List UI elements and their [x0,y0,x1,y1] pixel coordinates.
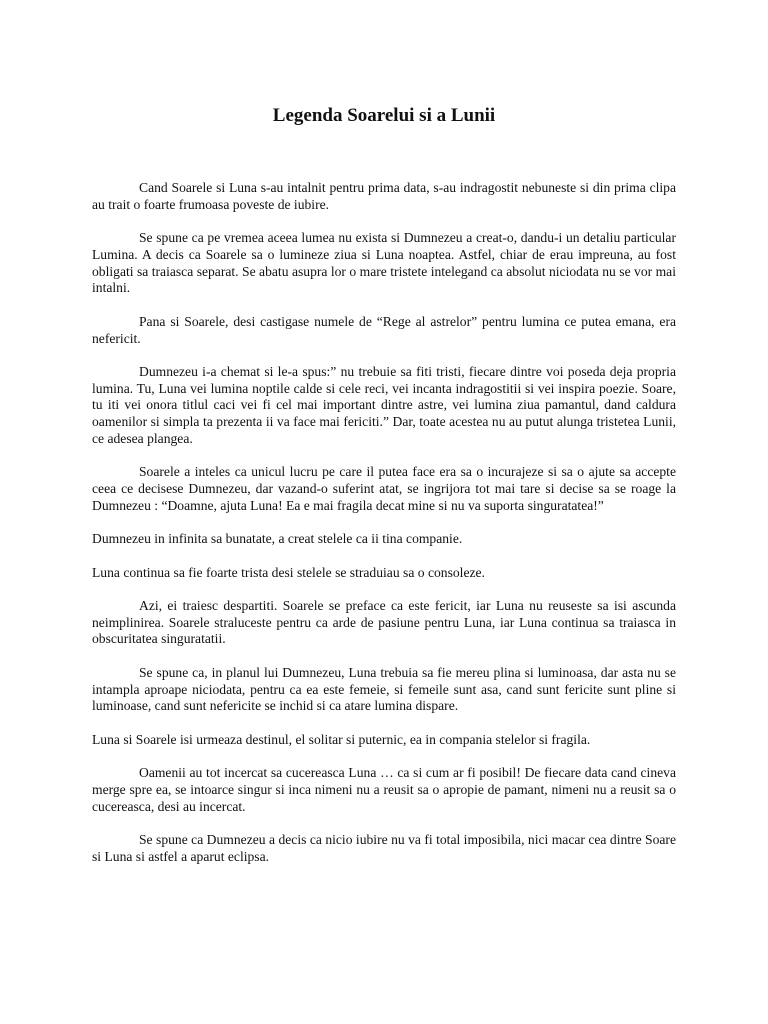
paragraph: Soarele a inteles ca unicul lucru pe care il putea face era sa o incurajeze si sa o ajute sa accepte ceea ce decisese Dumnezeu, dar vazand-o suferint atat, se ingrijora tot mai tare si decise sa se roage la Dumnezeu : “Doamne, ajuta Luna! Ea e mai fragila decat mine si nu va suporta singuratatea!” [92,464,676,513]
paragraph: Luna si Soarele isi urmeaza destinul, el solitar si puternic, ea in compania stelelor si fragila. [92,731,591,747]
paragraph: Se spune ca Dumnezeu a decis ca nicio iubire nu va fi total imposibila, nici macar cea dintre Soare si Luna si astfel a aparut eclipsa. [92,831,676,864]
paragraph: Cand Soarele si Luna s-au intalnit pentru prima data, s-au indragostit nebuneste si din prima clipa au trait o foarte frumoasa poveste de iubire. [92,180,676,212]
document-body [92,180,676,882]
paragraph: Se spune ca, in planul lui Dumnezeu, Luna trebuia sa fie mereu plina si luminoasa, dar asta nu se intampla aproape niciodata, pentru ca ea este femeie, si femeile sunt asa, cand sunt fericite sunt pline si luminoase, cand sunt nefericite se inchid si ca atare lumina dispare. [92,664,676,714]
paragraph: Azi, ei traiesc despartiti. Soarele se preface ca este fericit, iar Luna nu reuseste sa isi ascunda neimplinirea. Soarele straluceste pentru ca arde de pasiune pentru Luna, iar Luna continua sa traiasca in obscuritatea singuratatii. [92,597,676,647]
page-title: Legenda Soarelui si a Lunii [272,105,496,126]
paragraph: Oamenii au tot incercat sa cucereasca Luna … ca si cum ar fi posibil! De fiecare data cand cineva merge spre ea, se intoarce singur si inca nimeni nu a reusit sa o apropie de pamant, nimeni nu a reusit sa o cucereasca, desi au incercat. [92,764,676,814]
paragraph: Dumnezeu in infinita sa bunatate, a creat stelele ca ii tina companie. [92,531,463,547]
paragraph: Luna continua sa fie foarte trista desi stelele se straduiau sa o consoleze. [92,564,485,580]
paragraph: Se spune ca pe vremea aceea lumea nu exista si Dumnezeu a creat-o, dandu-i un detaliu particular Lumina. A decis ca Soarele sa o lumineze ziua si Luna noaptea. Astfel, chiar de erau impreuna, au fost obligati sa traiasca separat. Se abatu asupra lor o mare tristete intelegand ca absolut niciodata nu se vor mai intalni. [92,230,676,296]
paragraph: Dumnezeu i-a chemat si le-a spus:” nu trebuie sa fiti tristi, fiecare dintre voi poseda deja propria lumina. Tu, Luna vei lumina noptile calde si cele reci, vei incanta indragostitii si vei inspira poezie. Soare, tu iti vei onora titlul caci vei fi cel mai important dintre astre, vei lumina ziua pamantul, dand caldura oamenilor si simpla ta prezenta ii va face mai fericiti.” Dar, toate acestea nu au putut alunga tristetea Lunii, ce adesea plangea. [92,363,676,447]
paragraph: Pana si Soarele, desi castigase numele de “Rege al astrelor” pentru lumina ce putea emana, era nefericit. [92,313,676,346]
